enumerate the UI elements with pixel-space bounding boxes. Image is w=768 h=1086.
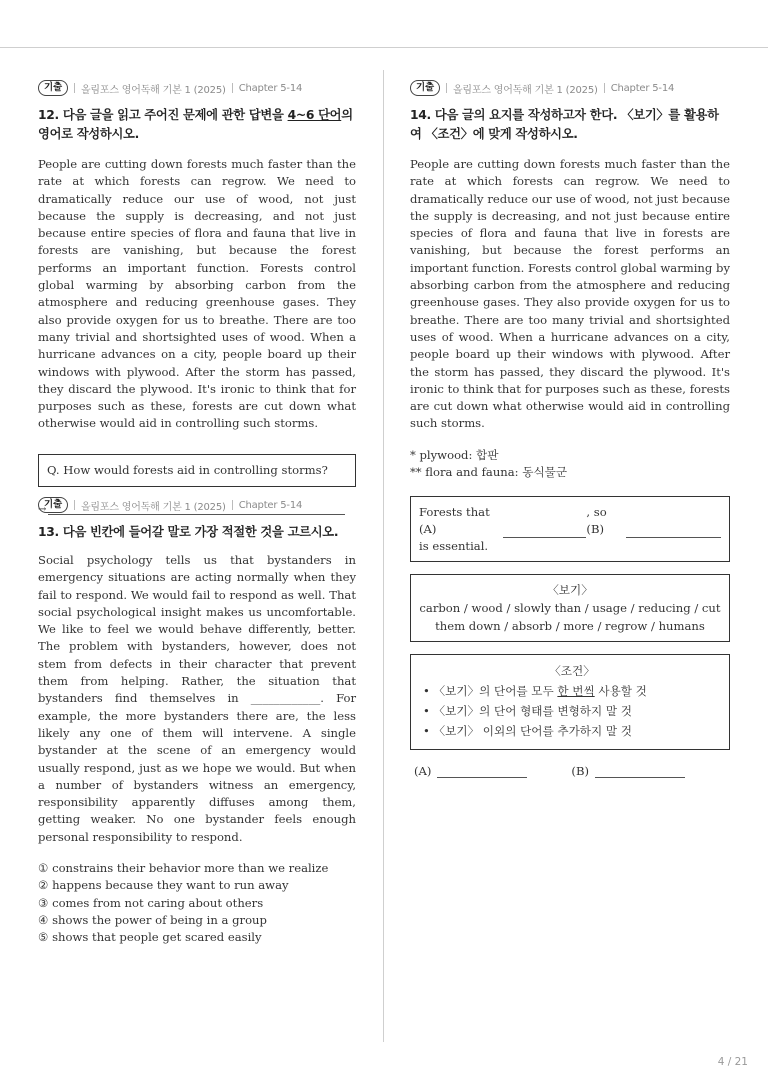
- q13-options: [38, 860, 356, 946]
- q12-tagline: [38, 80, 356, 96]
- q12-title: 12. 다음 글을 읽고 주어진 문제에 관한 답변을 4~6 단어의 영어로 작성하시오.: [38, 108, 353, 141]
- q13-source: 올림포스 영어독해 기본 1 (2025): [80, 501, 226, 513]
- q14-source: 올림포스 영어독해 기본 1 (2025): [452, 84, 598, 96]
- q13-tagline: [38, 497, 356, 513]
- q13-option-1[interactable]: ① constrains their behavior more than we realize: [38, 861, 329, 876]
- q14-summary-part-c: is essential.: [419, 539, 489, 554]
- q14-jogeon-box: [410, 654, 730, 750]
- q14-notes: [410, 447, 730, 482]
- q14-answer-a-label: (A): [414, 764, 432, 779]
- q14-blank-a[interactable]: [503, 525, 587, 538]
- q14-blank-b[interactable]: [626, 525, 721, 538]
- q13-option-2[interactable]: ② happens because they want to run away: [38, 878, 289, 893]
- q14-passage: People are cutting down forests much faster than the rate at which forests can regrow. We need to dramatically reduce our use of wood, not just because the supply is decreasing, and not just because entire species of flora and fauna that live in forests are vanishing, but because the forest performs an important function. Forests control global warming by absorbing carbon from the atmosphere and reducing greenhouse gases. They also provide oxygen for us to breathe. There are too many trivial and shortsighted uses of wood. When a hurricane advances on a city, people board up their windows with plywood. After the storm has passed, they discard the plywood. It's ironic to think that for purposes such as these, forests are cut down what otherwise would aid in controlling such storms.: [410, 157, 730, 431]
- q13-passage: Social psychology tells us that bystanders in emergency situations are acting normally when they fail to respond. We would fail to respond as well. That social psychological insight makes us uncomfortable. We like to feel we would behave differently, better. The problem with bystanders, however, does not stem from defects in their character that prevent them from helping. Rather, the situation that bystanders find themselves in ____________. For example, the more bystanders there are, the less likely any one of them will intervene. A single bystander at the scene of an emergency would usually respond, just as we hope we would. But when a number of bystanders witness an emergency, responsibility apparently diffuses among them, getting weaker. No one bystander feels enough personal responsibility to respond.: [38, 553, 356, 844]
- q14-answer-row: [410, 764, 730, 778]
- q14-jogeon-1: • 〈보기〉의 단어를 모두 한 번씩 사용할 것: [423, 684, 647, 699]
- page-number: 4 / 21: [717, 1056, 748, 1068]
- question-13: [38, 497, 356, 947]
- q12-chapter: Chapter 5-14: [238, 82, 303, 94]
- q14-jogeon-title: 〈조건〉: [549, 664, 595, 679]
- arrow-icon: →: [38, 503, 47, 515]
- q14-bogi-line2: them down / absorb / more / regrow / humans: [435, 619, 705, 634]
- question-12: [38, 80, 356, 515]
- q14-bogi-line1: carbon / wood / slowly than / usage / reducing / cut: [419, 601, 721, 616]
- q14-jogeon-3: • 〈보기〉 이외의 단어를 추가하지 말 것: [423, 724, 632, 739]
- q14-badge: 기출: [410, 80, 440, 96]
- q14-bogi-title: 〈보기〉: [547, 583, 593, 598]
- q14-note-plywood: * plywood: 합판: [410, 447, 499, 462]
- q12-question-box: [38, 454, 356, 487]
- q14-note-flora: ** flora and fauna: 동식물군: [410, 465, 568, 480]
- column-divider: [383, 70, 384, 1042]
- q14-summary-part-a: Forests that (A): [419, 505, 490, 537]
- q14-tagline: [410, 80, 730, 96]
- q12-passage: People are cutting down forests much faster than the rate at which forests can regrow. We need to dramatically reduce our use of wood, not just because the supply is decreasing, and not just because entire species of flora and fauna that live in forests are vanishing, but because the forest performs an important function. Forests control global warming by absorbing carbon from the atmosphere and reducing greenhouse gases. They also provide oxygen for us to breathe. There are too many trivial and shortsighted uses of wood. When a hurricane advances on a city, people board up their windows with plywood. After the storm has passed, they discard the plywood. It's ironic to think that for purposes such as these, forests are cut down what otherwise would aid in controlling such storms.: [38, 157, 356, 431]
- q13-option-5[interactable]: ⑤ shows that people get scared easily: [38, 930, 262, 945]
- q13-chapter: Chapter 5-14: [238, 499, 303, 511]
- q14-summary-box: [410, 496, 730, 562]
- q13-title: 13. 다음 빈칸에 들어갈 말로 가장 적절한 것을 고르시오.: [38, 525, 339, 539]
- q12-badge: 기출: [38, 80, 68, 96]
- q14-answer-a-blank[interactable]: [437, 765, 527, 778]
- q13-badge: 기출: [38, 497, 68, 513]
- q12-source: 올림포스 영어독해 기본 1 (2025): [80, 84, 226, 96]
- q13-option-3[interactable]: ③ comes from not caring about others: [38, 895, 264, 910]
- q13-blank: ____________: [250, 691, 321, 706]
- q14-summary-part-b: , so (B): [586, 505, 607, 537]
- q14-answer-b-label: (B): [571, 764, 589, 779]
- q12-question: Q. How would forests aid in controlling storms?: [47, 462, 328, 477]
- q14-answer-b-blank[interactable]: [595, 765, 685, 778]
- q14-chapter: Chapter 5-14: [610, 82, 675, 94]
- question-14: [410, 80, 730, 778]
- header-rule: [0, 47, 768, 48]
- q14-jogeon-2: • 〈보기〉의 단어 형태를 변형하지 말 것: [423, 704, 632, 719]
- q14-bogi-box: [410, 574, 730, 642]
- q13-option-4[interactable]: ④ shows the power of being in a group: [38, 912, 267, 927]
- q14-title: 14. 다음 글의 요지를 작성하고자 한다. 〈보기〉를 활용하여 〈조건〉에 맞게 작성하시오.: [410, 108, 719, 141]
